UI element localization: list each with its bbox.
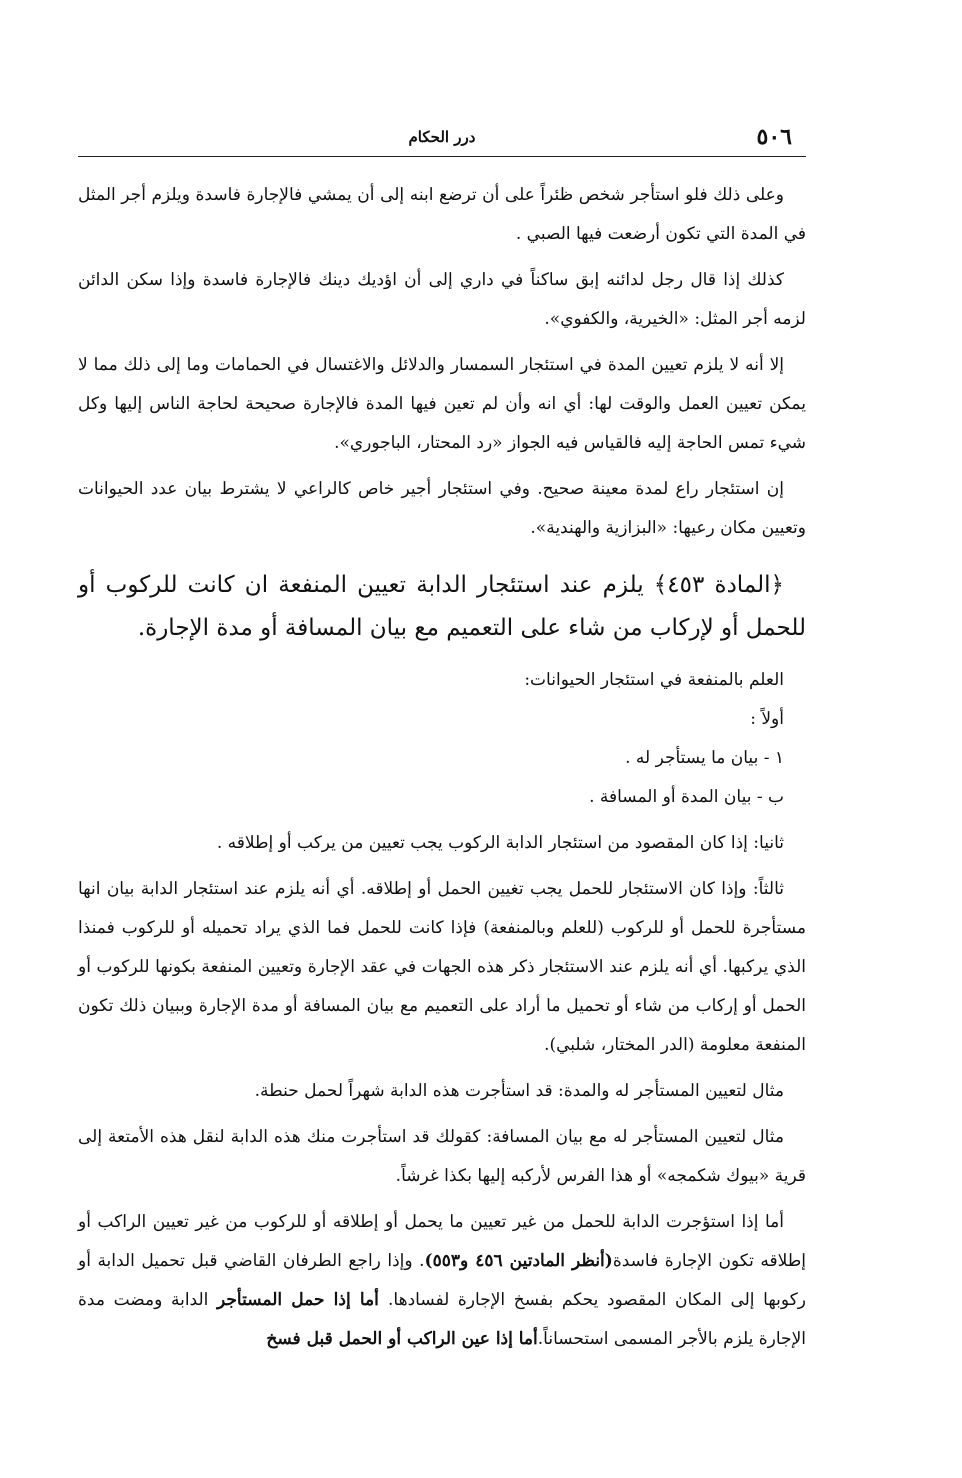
- header-divider: [78, 156, 806, 157]
- book-title: درر الحكام: [408, 128, 476, 146]
- paragraph-13: [78, 1203, 806, 1359]
- paragraph-4: إن استئجار راع لمدة معينة صحيح. وفي استئجار أجير خاص كالراعي لا يشترط بيان عدد الحيوانات وتعيين مكان رعيها: «البزازية والهندية».: [78, 479, 806, 538]
- paragraph-13-part-a: أما إذا استؤجرت الدابة للحمل من غير تعيين ما يحمل أو إطلاقه أو للركوب من غير تعيين الراكب أو إطلاقه تكون الإجارة فاسدة: [78, 1212, 806, 1271]
- paragraph-11: مثال لتعيين المستأجر له والمدة: قد استأجرت هذه الدابة شهراً لحمل حنطة.: [254, 1081, 784, 1101]
- paragraph-13-part-f: أما إذا عين الراكب أو الحمل قبل فسخ: [266, 1329, 538, 1349]
- paragraph-2: كذلك إذا قال رجل لدائنه إبق ساكناً في داري إلى أن اؤديك دينك فالإجارة فاسدة وإذا سكن الدائن لزمه أجر المثل: «الخيرية، والكفوي».: [78, 270, 806, 329]
- paragraph-6: أولاً :: [750, 709, 784, 729]
- page-number: ٥٠٦: [756, 124, 792, 150]
- paragraph-13-part-d: أما إذا حمل المستأجر: [217, 1290, 389, 1310]
- document-page: [78, 118, 806, 1349]
- page-header: [78, 118, 806, 154]
- list-item-1: ١ - بيان ما يستأجر له .: [625, 748, 784, 768]
- paragraph-3: إلا أنه لا يلزم تعيين المدة في استئجار السمسار والدلائل والاغتسال في الحمامات وما إلى ذلك مما لا يمكن تعيين العمل والوقت لها: أي انه وأن لم تعين فيها المدة فالإجارة صحيحة لحاجة الناس إليها وكل شيء تمس الحاجة إليه فالقياس فيه الجواز «رد المحتار، الباجوري».: [78, 355, 806, 453]
- paragraph-12: مثال لتعيين المستأجر له مع بيان المسافة: كقولك قد استأجرت منك هذه الدابة لنقل هذه الأمتعة إلى قرية «بيوك شكمجه» أو هذا الفرس لأركبه إليها بكذا غرشاً.: [78, 1127, 806, 1186]
- paragraph-5: العلم بالمنفعة في استئجار الحيوانات:: [524, 670, 784, 690]
- paragraph-10: ثالثاً: وإذا كان الاستئجار للحمل يجب تغيين الحمل أو إطلاقه. أي أنه يلزم عند استئجار الدابة بيان انها مستأجرة للحمل أو للركوب (للعلم وبالمنفعة) فإذا كانت للحمل فما الذي يراد تحميله أو للركوب فمنذا الذي يركبها. أي أنه يلزم عند الاستئجار ذكر هذه الجهات في عقد الإجارة وتعيين المنفعة بكونها للركوب أو الحمل أو إركاب من شاء أو تحميل ما أراد على التعميم مع بيان المسافة أو مدة الإجارة وببيان ذلك تكون المنفعة معلومة (الدر المختار، شلبي).: [78, 879, 806, 1055]
- article-453: ﴿المادة ٤٥٣﴾ يلزم عند استئجار الدابة تعيين المنفعة ان كانت للركوب أو للحمل أو لإركاب من شاء على التعميم مع بيان المسافة أو مدة الإجارة.: [78, 572, 806, 641]
- paragraph-13-part-c: . وإذا راجع الطرفان القاضي قبل تحميل الدابة أو ركوبها إلى المكان المقصود يحكم بفسخ الإجارة لفسادها.: [78, 1251, 806, 1310]
- paragraph-13-part-e: الدابة ومضت مدة الإجارة يلزم بالأجر المسمى استحساناً.: [78, 1290, 806, 1349]
- article-reference: (أنظر المادتين ٤٥٦ و٥٥٣): [424, 1251, 613, 1271]
- page-body: [78, 176, 806, 1359]
- paragraph-9: ثانيا: إذا كان المقصود من استئجار الدابة الركوب يجب تعيين من يركب أو إطلاقه .: [216, 833, 784, 853]
- paragraph-1: وعلى ذلك فلو استأجر شخص ظئراً على أن ترضع ابنه إلى أن يمشي فالإجارة فاسدة ويلزم أجر المثل في المدة التي تكون أرضعت فيها الصبي .: [78, 185, 806, 244]
- list-item-2: ب - بيان المدة أو المسافة .: [589, 787, 784, 807]
